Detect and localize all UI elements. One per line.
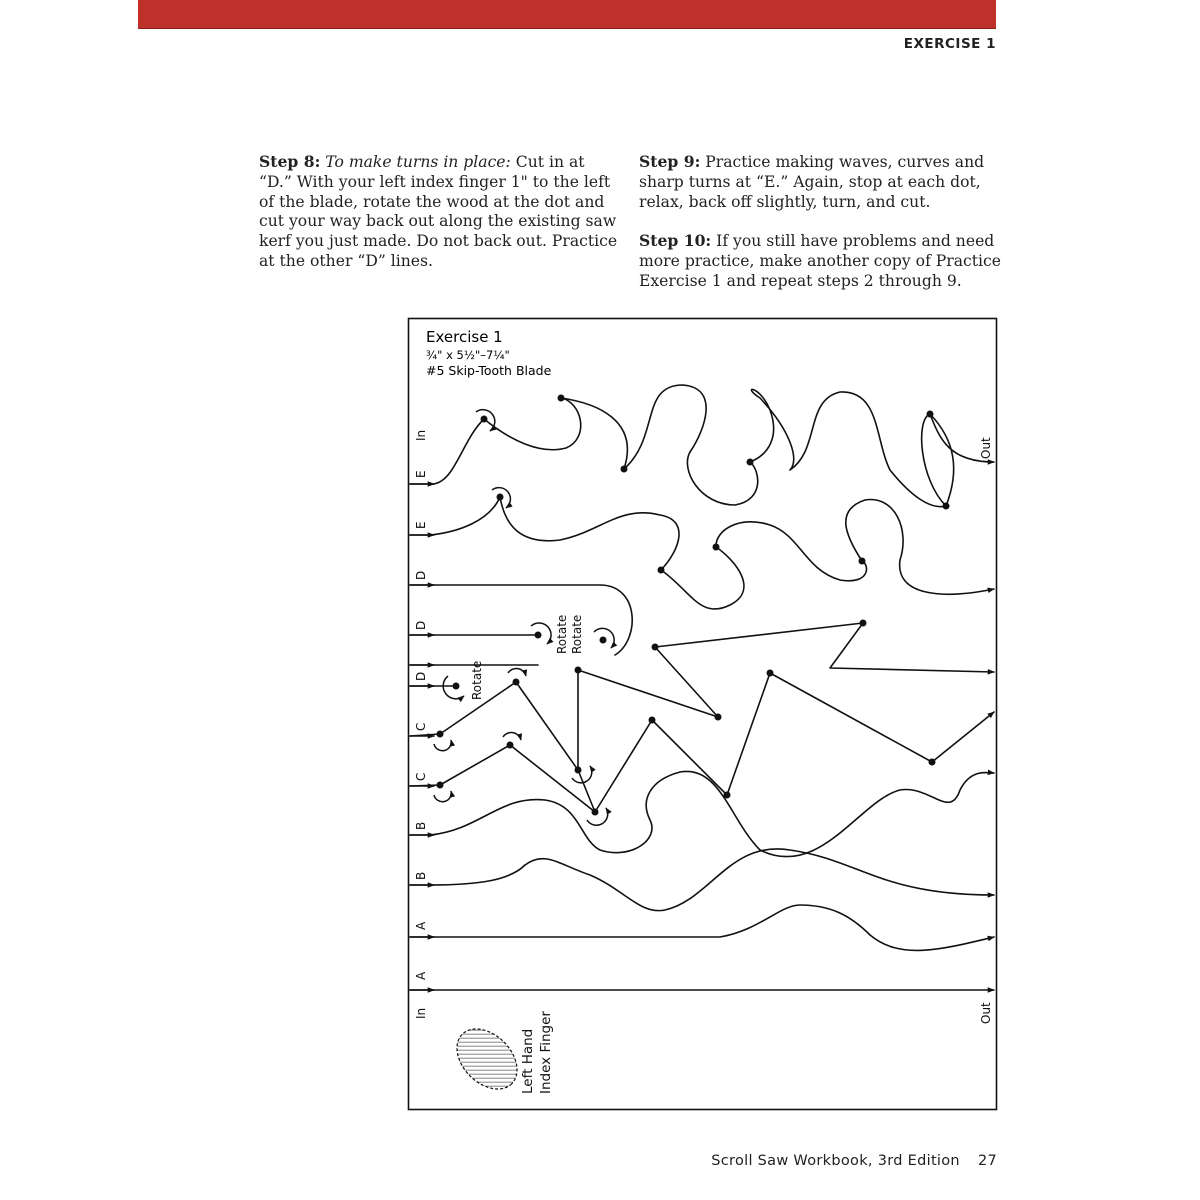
pattern-blade: #5 Skip-Tooth Blade: [426, 363, 552, 378]
turn-dot: [715, 714, 722, 721]
turn-dot: [575, 667, 582, 674]
step-8-label: Step 8:: [259, 152, 321, 171]
turn-dot: [535, 632, 542, 639]
rotate-arrow-icon: [503, 733, 521, 740]
turn-dot: [437, 731, 444, 738]
running-head: EXERCISE 1: [903, 36, 996, 52]
turn-dot: [652, 644, 659, 651]
turn-dot: [453, 683, 460, 690]
turn-dot: [507, 742, 514, 749]
book-title: Scroll Saw Workbook, 3rd Edition: [711, 1153, 960, 1169]
turn-dot: [929, 759, 936, 766]
pattern-stock-size: ¾" x 5½"–7¼": [426, 348, 510, 362]
line-label-a2: A: [414, 971, 428, 980]
turn-dot: [497, 494, 504, 501]
turn-dot: [658, 567, 665, 574]
line-label-d2: D: [414, 620, 428, 630]
turn-dot: [724, 792, 731, 799]
cut-line-sharp-1: [655, 623, 994, 672]
turn-dot: [859, 558, 866, 565]
rotate-label-1: Rotate: [555, 614, 569, 654]
page-number: 27: [977, 1153, 997, 1169]
rotate-arrow-icon: [508, 669, 526, 676]
turn-dot: [860, 620, 867, 627]
turn-dot: [558, 395, 565, 402]
cut-line-b1: [410, 771, 994, 856]
turn-dot: [621, 466, 628, 473]
line-label-b1: B: [414, 821, 428, 830]
turn-dot: [943, 503, 950, 510]
finger-oval-icon: [445, 1017, 528, 1100]
turn-dot: [600, 637, 607, 644]
cut-line-e1-branch: [930, 414, 954, 506]
pattern-title: Exercise 1: [426, 328, 503, 346]
turn-dot: [649, 717, 656, 724]
turn-dot: [713, 544, 720, 551]
pattern-border: [409, 319, 997, 1110]
line-label-a1: A: [414, 921, 428, 930]
step-9-text: Practice making waves, curves and sharp turns at “E.” Again, stop at each dot, relax, back off slightly, turn, and cut.: [639, 153, 985, 211]
line-label-c1: C: [414, 722, 428, 731]
turn-dot: [481, 416, 488, 423]
cut-line-sharp-2: [578, 647, 994, 812]
step-8-lead: To make turns in place:: [325, 153, 511, 171]
turn-dot: [747, 459, 754, 466]
line-label-c2: C: [414, 772, 428, 781]
cut-line-e2: [410, 497, 994, 609]
cut-line-a1: [410, 905, 994, 950]
turn-dot: [927, 411, 934, 418]
finger-label-line1: Left Hand: [520, 1028, 536, 1094]
in-label-top: In: [414, 429, 428, 441]
turn-dots: [437, 395, 950, 816]
line-label-e2: E: [414, 521, 428, 529]
cut-line-b2: [410, 849, 994, 911]
turn-dot: [575, 767, 582, 774]
rotate-arrows: [434, 410, 614, 826]
line-label-d1: D: [414, 570, 428, 580]
finger-label-line2: Index Finger: [538, 1011, 554, 1094]
rotate-label-3: Rotate: [470, 660, 484, 700]
step-8-text: Cut in at “D.” With your left index finger 1" to the left of the blade, rotate the wood at the dot and cut your way back out along the existing saw kerf you just made. Do not back out. Practice at the other “D” lines.: [259, 153, 618, 270]
turn-dot: [592, 809, 599, 816]
line-label-b2: B: [414, 871, 428, 880]
rotate-arrow-icon: [434, 740, 451, 751]
page-footer: [711, 1153, 997, 1169]
in-label-bottom: In: [414, 1007, 428, 1019]
turn-dot: [513, 679, 520, 686]
turn-dot: [437, 782, 444, 789]
step-10-label: Step 10:: [639, 231, 712, 251]
step-9-label: Step 9:: [639, 152, 701, 171]
out-label-bottom: Out: [979, 1002, 993, 1024]
rotate-arrow-icon: [434, 791, 451, 802]
step-10-text: If you still have problems and need more practice, make another copy of Practice Exercise 1 and repeat steps 2 through 9.: [639, 232, 1001, 290]
line-label-e1: E: [414, 470, 428, 478]
turn-dot: [767, 670, 774, 677]
cut-line-d1: [410, 585, 632, 655]
cut-line-c1: [410, 682, 578, 770]
rotate-label-2: Rotate: [570, 614, 584, 654]
out-label-top: Out: [979, 437, 993, 459]
line-label-d3: D: [414, 671, 428, 681]
cut-lines: [410, 385, 994, 990]
